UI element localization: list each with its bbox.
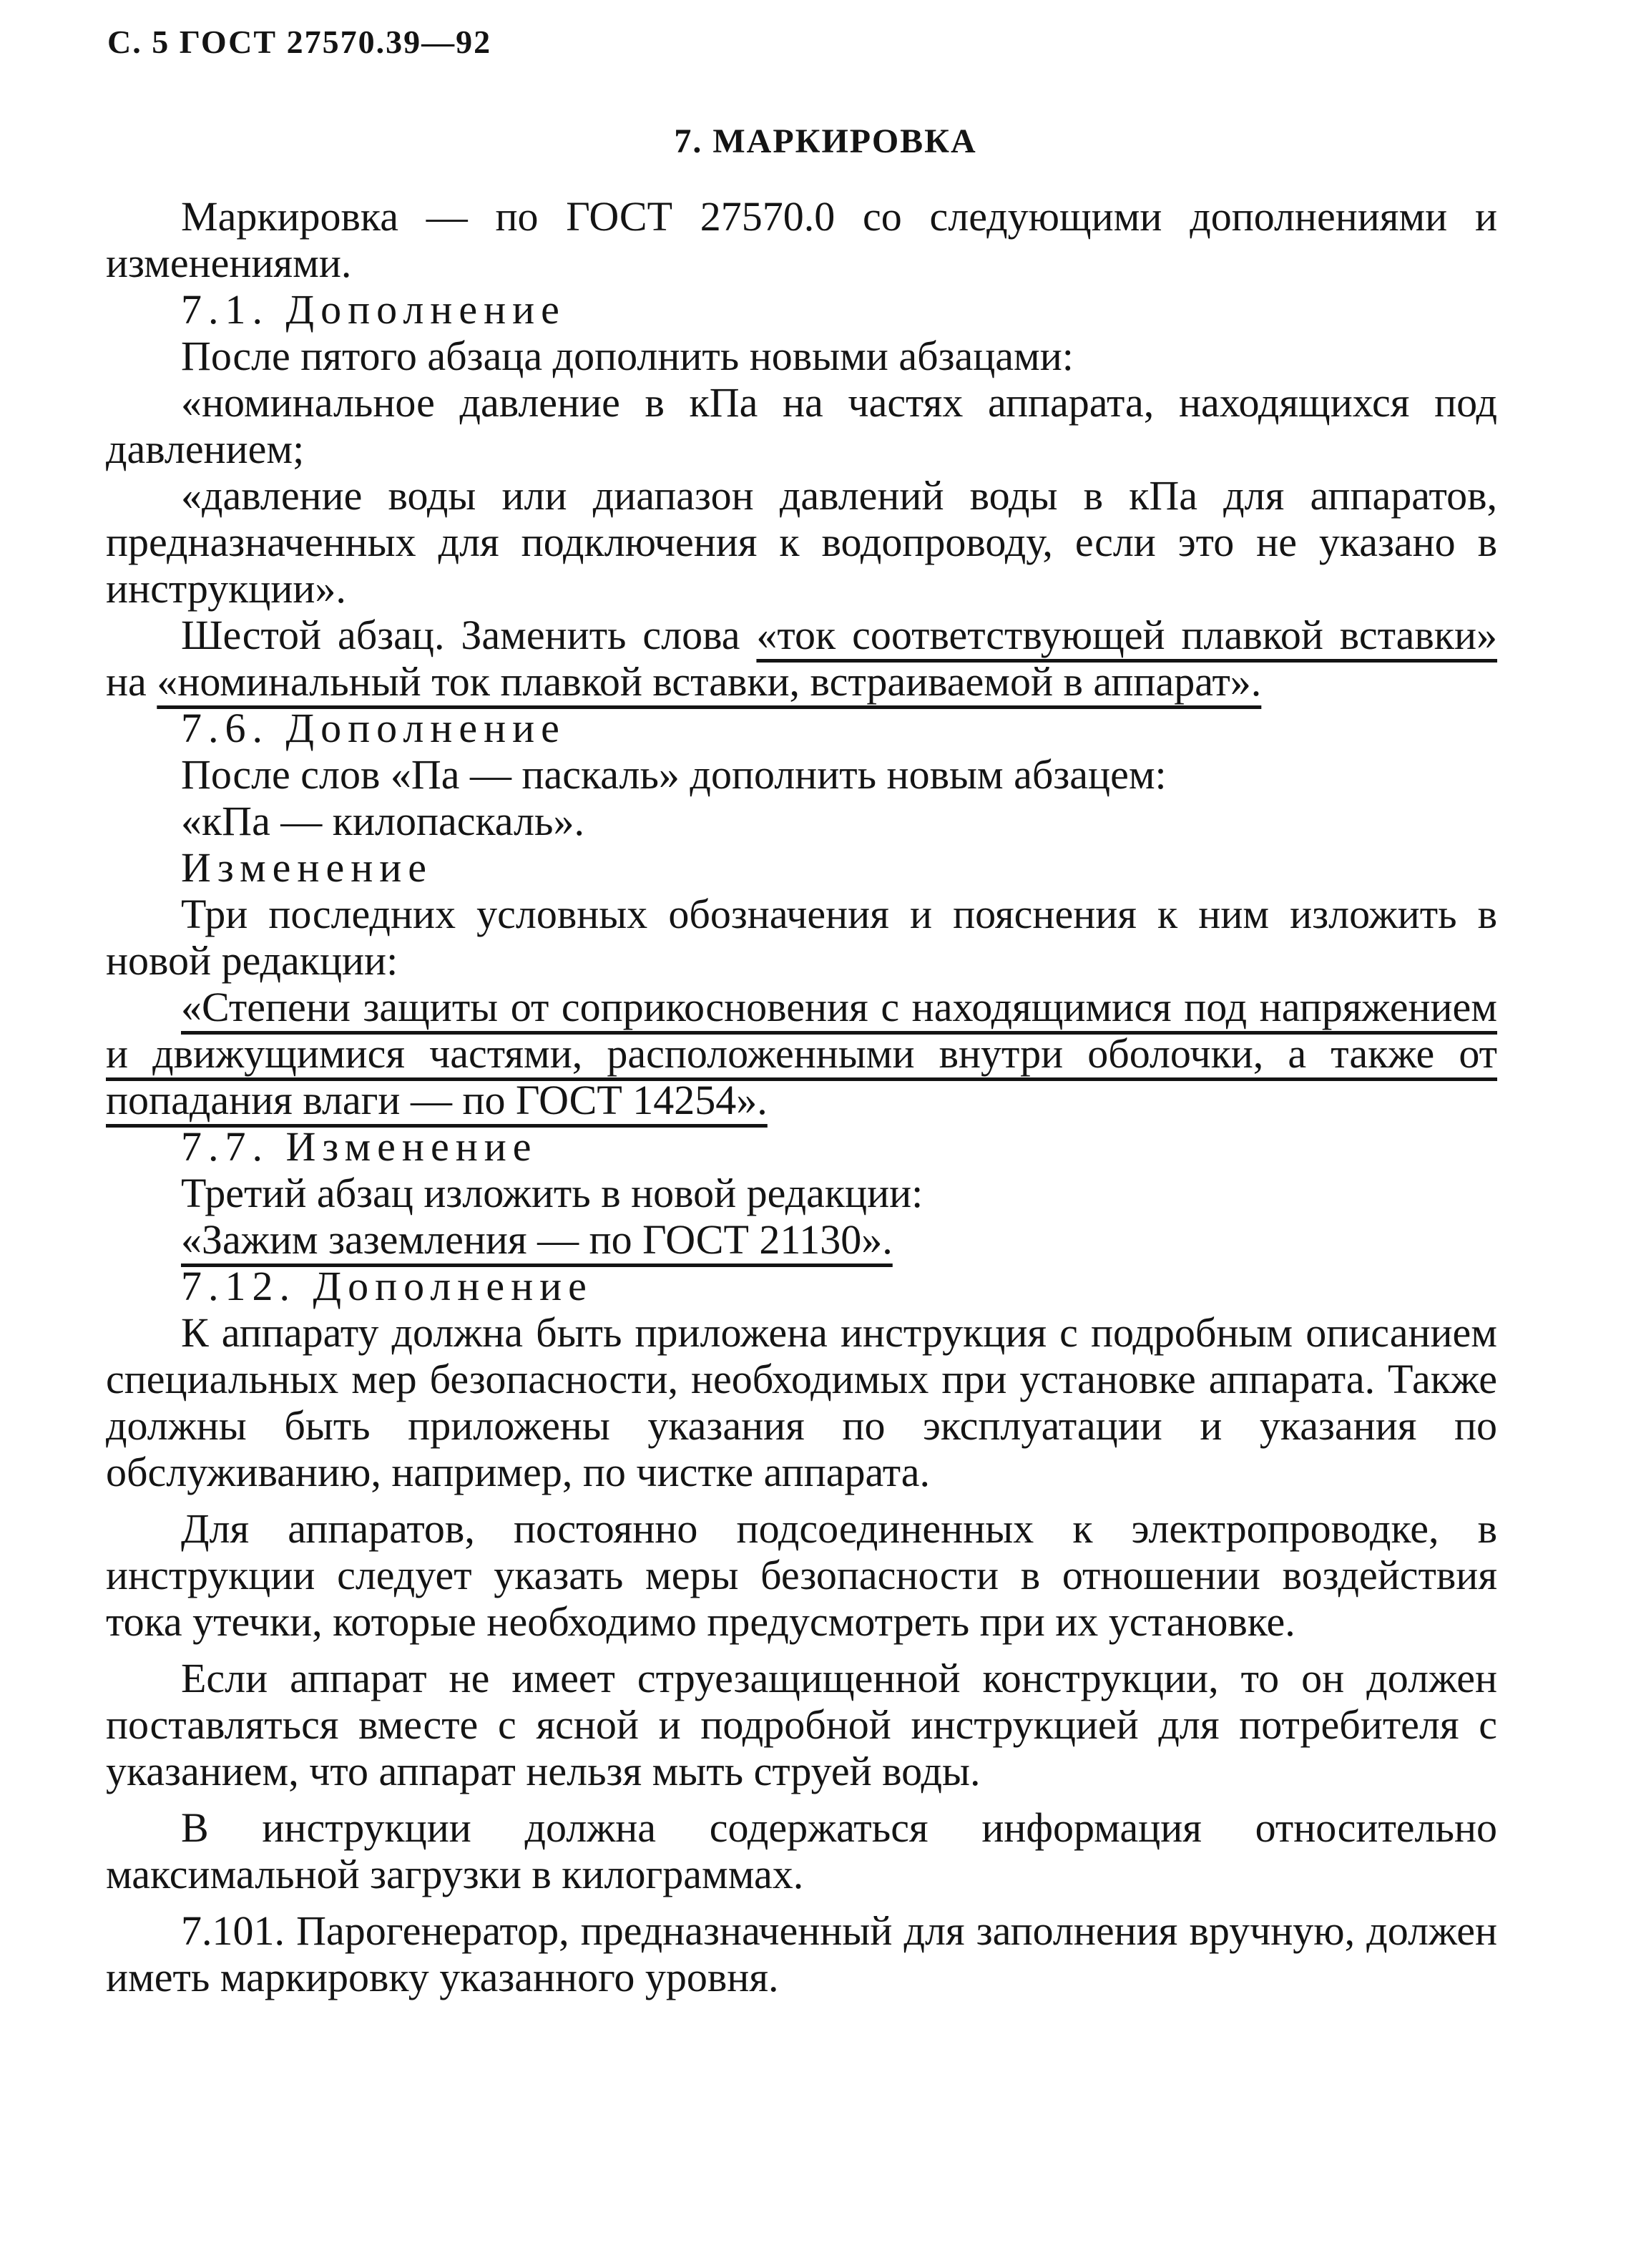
- clause-7-12-text-4: В инструкции должна содержаться информация относительно максимальной загрузки в килограммах.: [106, 1804, 1497, 1897]
- clause-7-6-text-3: Три последних условных обозначения и пояснения к ним изложить в новой редакции:: [106, 891, 1497, 984]
- clause-7-6-subheading: Изменение: [181, 844, 433, 891]
- clause-7-6-heading: 7.6. Дополнение: [181, 705, 566, 751]
- clause-7-12-text-3: Если аппарат не имеет струезащищенной конструкции, то он должен поставляться вместе с ясной и подробной инструкцией для потребителя с указанием, что аппарат нельзя мыть струей воды.: [106, 1655, 1497, 1794]
- clause-7-12-text-1: К аппарату должна быть приложена инструкция с подробным описанием специальных мер безопасности, необходимых при установке аппарата. Также должны быть приложены указания по эксплуатации и указания по обслуживанию, например, по чистке аппарата.: [106, 1309, 1497, 1495]
- clause-7-7-text-2: [106, 1216, 1497, 1263]
- clause-7-1-heading: 7.1. Дополнение: [181, 286, 566, 333]
- clause-7-101-text: 7.101. Парогенератор, предназначенный для заполнения вручную, должен иметь маркировку указанного уровня.: [106, 1907, 1497, 2000]
- intro-paragraph: Маркировка — по ГОСТ 27570.0 со следующими дополнениями и изменениями.: [106, 193, 1497, 286]
- section-title: 7. МАРКИРОВКА: [674, 122, 977, 160]
- clause-7-7-heading: 7.7. Изменение: [181, 1123, 538, 1170]
- clause-7-1-text-4: [106, 612, 1497, 705]
- page-header: С. 5 ГОСТ 27570.39—92: [107, 24, 492, 60]
- clause-7-7-text-1: Третий абзац изложить в новой редакции:: [181, 1170, 924, 1216]
- protection-degrees-text: «Степени защиты от соприкосновения с находящимися под напряжением и движущимися частями, расположенными внутри оболочки, а также от попадания влаги — по ГОСТ 14254».: [106, 984, 1497, 1123]
- replacement-phrase: «номинальный ток плавкой вставки, встраиваемой в аппарат».: [157, 658, 1262, 705]
- clause-7-6-text-1: После слов «Па — паскаль» дополнить новым абзацем:: [181, 751, 1167, 798]
- document-body: [106, 193, 1497, 2000]
- clause-7-12-text-2: Для аппаратов, постоянно подсоединенных к электропроводке, в инструкции следует указать меры безопасности в отношении воздействия тока утечки, которые необходимо предусмотреть при их установке.: [106, 1505, 1497, 1645]
- clause-7-1-text-1: После пятого абзаца дополнить новыми абзацами:: [181, 333, 1074, 379]
- grounding-terminal-text: «Зажим заземления — по ГОСТ 21130».: [181, 1216, 893, 1263]
- clause-7-12-heading: 7.12. Дополнение: [181, 1263, 593, 1309]
- clause-7-6-text-4: [106, 984, 1497, 1123]
- replace-lead: Шестой абзац. Заменить слова: [181, 612, 757, 658]
- replace-mid: на: [106, 658, 157, 705]
- replaced-phrase: «ток соответствующей плавкой вставки»: [756, 612, 1497, 658]
- clause-7-1-text-3: «давление воды или диапазон давлений воды в кПа для аппаратов, предназначенных для подключения к водопроводу, если это не указано в инструкции».: [106, 472, 1497, 612]
- clause-7-6-text-2: «кПа — килопаскаль».: [181, 798, 584, 844]
- clause-7-1-text-2: «номинальное давление в кПа на частях аппарата, находящихся под давлением;: [106, 379, 1497, 472]
